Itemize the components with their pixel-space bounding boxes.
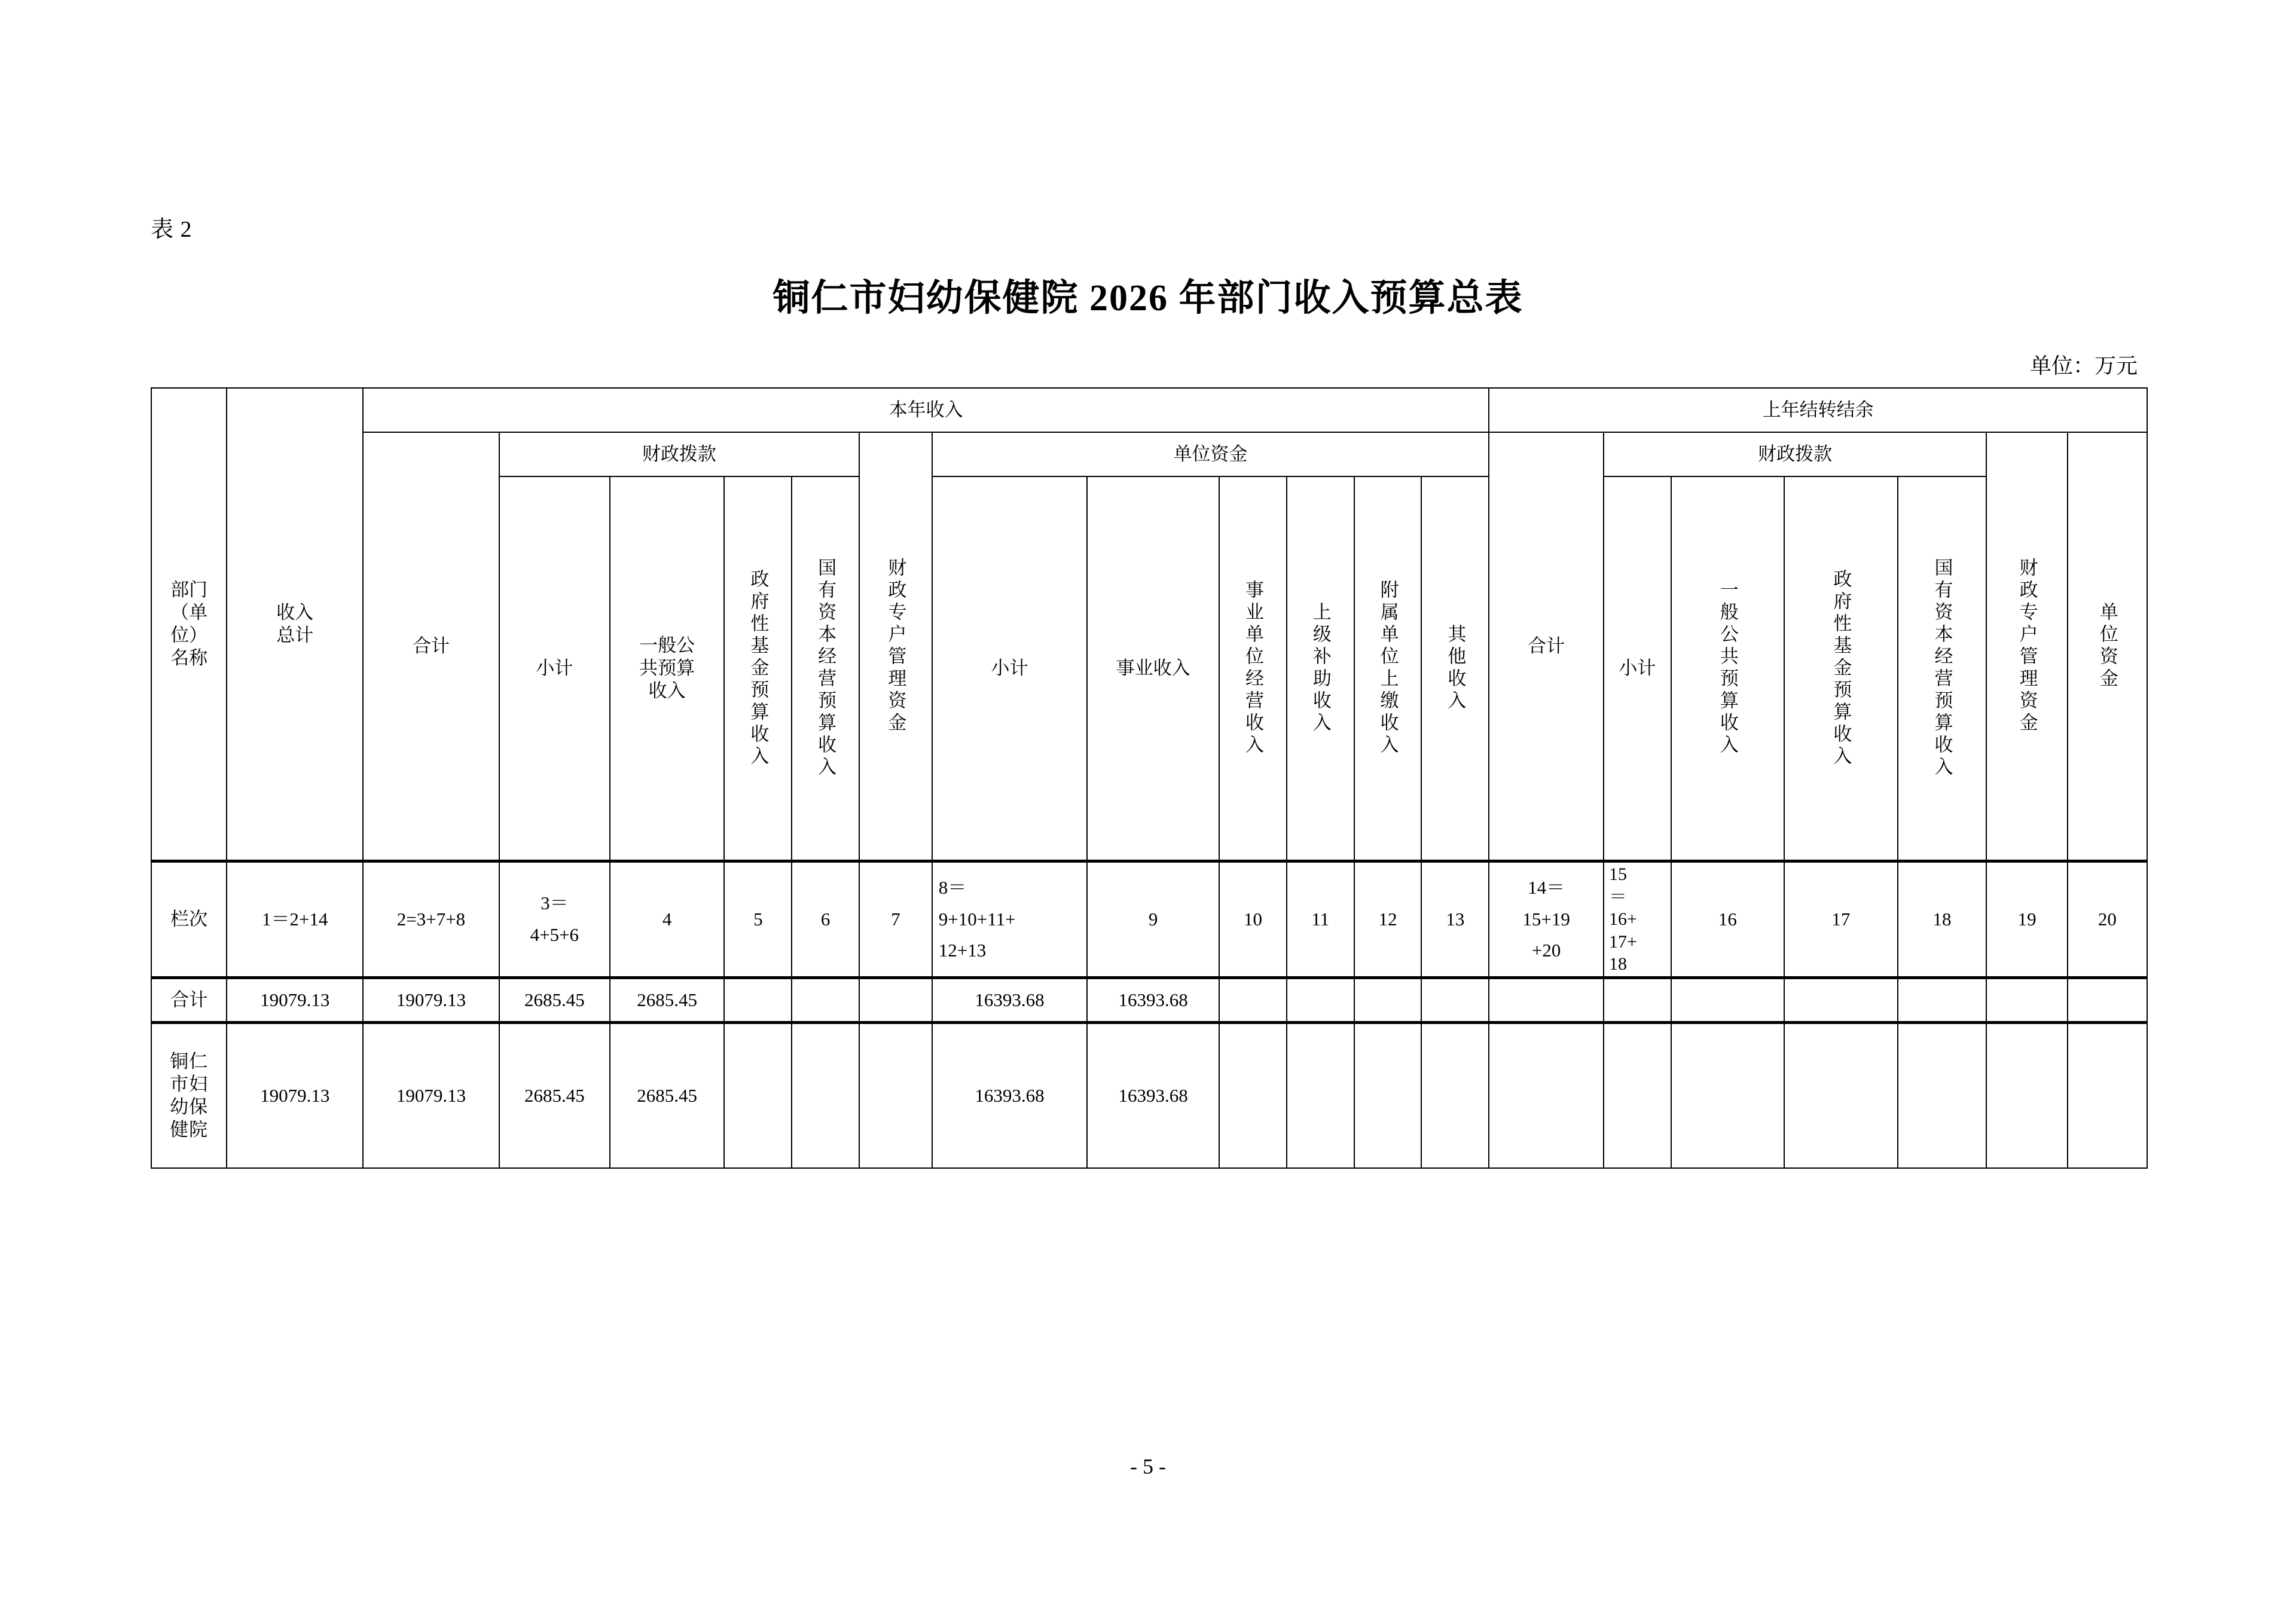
cell-unit-c18	[1898, 1023, 1987, 1169]
column-index-15-line4: 17+	[1608, 931, 1637, 952]
column-index-10: 10	[1219, 861, 1287, 978]
column-index-15-line2: ＝	[1608, 887, 1627, 907]
column-index-14-line2: 15+19	[1522, 908, 1570, 930]
header-cy-uf-subordinate-remit	[1354, 476, 1422, 861]
column-index-8-line3: 12+13	[938, 940, 987, 961]
header-cy-uf-business	[1087, 476, 1219, 861]
cell-unit-c11	[1287, 1023, 1354, 1169]
header-cy-fa-gov-fund-label: 政府性基金预算收入	[747, 568, 769, 768]
cell-unit-c13	[1421, 1023, 1489, 1169]
header-cy-uf-subordinate-remit-label: 附属单位上缴收入	[1377, 580, 1399, 757]
column-index-1: 1＝2+14	[227, 861, 363, 978]
header-py-fa-gov-fund-label: 政府性基金预算收入	[1830, 568, 1852, 768]
header-cy-fa-state-capital-label: 国有资本经营预算收入	[815, 558, 836, 779]
cell-total-c14	[1489, 978, 1604, 1023]
column-index-row	[151, 861, 2147, 978]
header-prev-year-carryover: 上年结转结余	[1489, 388, 2147, 432]
cell-unit-c20	[2068, 1023, 2147, 1169]
header-cy-uf-superior-subsidy-label: 上级补助收入	[1309, 602, 1331, 735]
cell-unit-c7	[859, 1023, 932, 1169]
cell-unit-c8: 16393.68	[932, 1023, 1087, 1169]
column-index-18: 18	[1898, 861, 1987, 978]
header-py-fiscal-appropriation: 财政拨款	[1604, 432, 1986, 476]
header-cy-total-label: 合计	[412, 635, 450, 657]
header-dept-name	[151, 388, 227, 861]
cell-total-c2: 19079.13	[363, 978, 499, 1023]
header-cy-fa-state-capital	[792, 476, 859, 861]
header-dept-name-label: 部门（单位）名称	[170, 579, 208, 668]
cell-total-c11	[1287, 978, 1354, 1023]
column-index-8	[932, 861, 1087, 978]
header-py-fa-subtotal-label: 小计	[1619, 658, 1656, 679]
header-py-fa-state-capital	[1898, 476, 1987, 861]
header-cy-fa-general-public	[610, 476, 725, 861]
header-cy-total	[363, 432, 499, 861]
unit-note: 单位：万元	[2029, 354, 2138, 378]
cell-unit-c2: 19079.13	[363, 1023, 499, 1169]
cell-total-c18	[1898, 978, 1987, 1023]
cell-total-c12	[1354, 978, 1422, 1023]
cell-total-c8: 16393.68	[932, 978, 1087, 1023]
cell-total-c4: 2685.45	[610, 978, 725, 1023]
header-cy-uf-business-operating-label: 事业单位经营收入	[1242, 580, 1264, 757]
cell-unit-c4: 2685.45	[610, 1023, 725, 1169]
income-budget-table	[151, 387, 2148, 1169]
column-index-label: 栏次	[151, 861, 227, 978]
header-cy-uf-subtotal-label: 小计	[991, 658, 1028, 679]
header-income-total-label: 收入总计	[276, 602, 314, 646]
column-index-5: 5	[724, 861, 792, 978]
header-py-fa-general-public	[1671, 476, 1784, 861]
header-cy-unit-funds: 单位资金	[932, 432, 1489, 476]
column-index-16: 16	[1671, 861, 1784, 978]
column-index-8-line2: 9+10+11+	[938, 908, 1016, 930]
cell-total-c7	[859, 978, 932, 1023]
column-index-3	[499, 861, 610, 978]
header-py-fiscal-special-account	[1986, 432, 2067, 861]
column-index-19: 19	[1986, 861, 2067, 978]
header-py-total	[1489, 432, 1604, 861]
cell-unit-c5	[724, 1023, 792, 1169]
cell-total-c15	[1604, 978, 1671, 1023]
header-row-group-1	[151, 388, 2147, 432]
column-index-15-line3: 16+	[1608, 909, 1637, 930]
row-label-unit-text: 铜仁市妇幼保健院	[170, 1051, 209, 1140]
column-index-6: 6	[792, 861, 859, 978]
column-index-11: 11	[1287, 861, 1354, 978]
header-cy-uf-superior-subsidy	[1287, 476, 1354, 861]
cell-unit-c19	[1986, 1023, 2067, 1169]
cell-total-c6	[792, 978, 859, 1023]
column-index-15-line5: 18	[1608, 954, 1627, 974]
header-row-group-2	[151, 432, 2147, 476]
cell-unit-c6	[792, 1023, 859, 1169]
header-cy-fa-subtotal	[499, 476, 610, 861]
cell-unit-c3: 2685.45	[499, 1023, 610, 1169]
page-number: - 5 -	[1130, 1454, 1166, 1478]
cell-total-c3: 2685.45	[499, 978, 610, 1023]
sheet-label: 表 2	[151, 217, 193, 242]
column-index-12: 12	[1354, 861, 1422, 978]
cell-unit-c14	[1489, 1023, 1604, 1169]
column-index-13: 13	[1421, 861, 1489, 978]
header-income-total	[227, 388, 363, 861]
header-cy-fiscal-appropriation: 财政拨款	[499, 432, 859, 476]
column-index-2: 2=3+7+8	[363, 861, 499, 978]
column-index-14-line3: +20	[1531, 940, 1561, 961]
cell-total-c19	[1986, 978, 2067, 1023]
table-row	[151, 1023, 2147, 1169]
header-py-fiscal-special-account-label: 财政专户管理资金	[2016, 558, 2038, 735]
header-py-unit-funds-label: 单位资金	[2096, 602, 2118, 690]
header-cy-fa-subtotal-label: 小计	[536, 658, 573, 679]
column-index-7: 7	[859, 861, 932, 978]
column-index-3-line2: 4+5+6	[530, 924, 579, 945]
cell-total-c20	[2068, 978, 2147, 1023]
column-index-3-line1: 3＝	[541, 893, 569, 914]
column-index-4: 4	[610, 861, 725, 978]
header-current-year-income: 本年收入	[363, 388, 1489, 432]
column-index-15-line1: 15	[1608, 864, 1627, 885]
header-cy-fa-gov-fund	[724, 476, 792, 861]
cell-total-c17	[1784, 978, 1897, 1023]
column-index-15	[1604, 861, 1671, 978]
header-cy-fa-general-public-label: 一般公共预算收入	[639, 635, 695, 701]
header-py-fa-subtotal	[1604, 476, 1671, 861]
cell-unit-c1: 19079.13	[227, 1023, 363, 1169]
page-title: 铜仁市妇幼保健院 2026 年部门收入预算总表	[773, 278, 1523, 319]
cell-total-c16	[1671, 978, 1784, 1023]
header-py-unit-funds	[2068, 432, 2147, 861]
cell-unit-c10	[1219, 1023, 1287, 1169]
column-index-8-line1: 8＝	[938, 876, 967, 898]
cell-total-c10	[1219, 978, 1287, 1023]
cell-total-c1: 19079.13	[227, 978, 363, 1023]
header-cy-uf-other-label: 其他收入	[1445, 624, 1466, 713]
cell-unit-c12	[1354, 1023, 1422, 1169]
cell-total-c13	[1421, 978, 1489, 1023]
header-cy-fiscal-special-account-label: 财政专户管理资金	[885, 558, 906, 735]
header-py-fa-state-capital-label: 国有资本经营预算收入	[1931, 558, 1953, 779]
header-cy-fiscal-special-account	[859, 432, 932, 861]
cell-total-c5	[724, 978, 792, 1023]
cell-unit-c9: 16393.68	[1087, 1023, 1219, 1169]
row-label-total: 合计	[151, 978, 227, 1023]
column-index-20: 20	[2068, 861, 2147, 978]
header-cy-uf-business-operating	[1219, 476, 1287, 861]
column-index-9: 9	[1087, 861, 1219, 978]
header-py-fa-gov-fund	[1784, 476, 1897, 861]
column-index-17: 17	[1784, 861, 1897, 978]
table-row	[151, 978, 2147, 1023]
header-py-total-label: 合计	[1528, 635, 1565, 657]
cell-unit-c17	[1784, 1023, 1897, 1169]
cell-total-c9: 16393.68	[1087, 978, 1219, 1023]
header-cy-uf-other	[1421, 476, 1489, 861]
column-index-14	[1489, 861, 1604, 978]
column-index-14-line1: 14＝	[1528, 876, 1565, 898]
header-py-fa-general-public-label: 一般公共预算收入	[1717, 580, 1738, 757]
header-cy-uf-subtotal	[932, 476, 1087, 861]
cell-unit-c15	[1604, 1023, 1671, 1169]
header-cy-uf-business-label: 事业收入	[1116, 658, 1190, 679]
budget-table-wrapper	[151, 387, 2148, 1169]
cell-unit-c16	[1671, 1023, 1784, 1169]
row-label-unit	[151, 1023, 227, 1169]
